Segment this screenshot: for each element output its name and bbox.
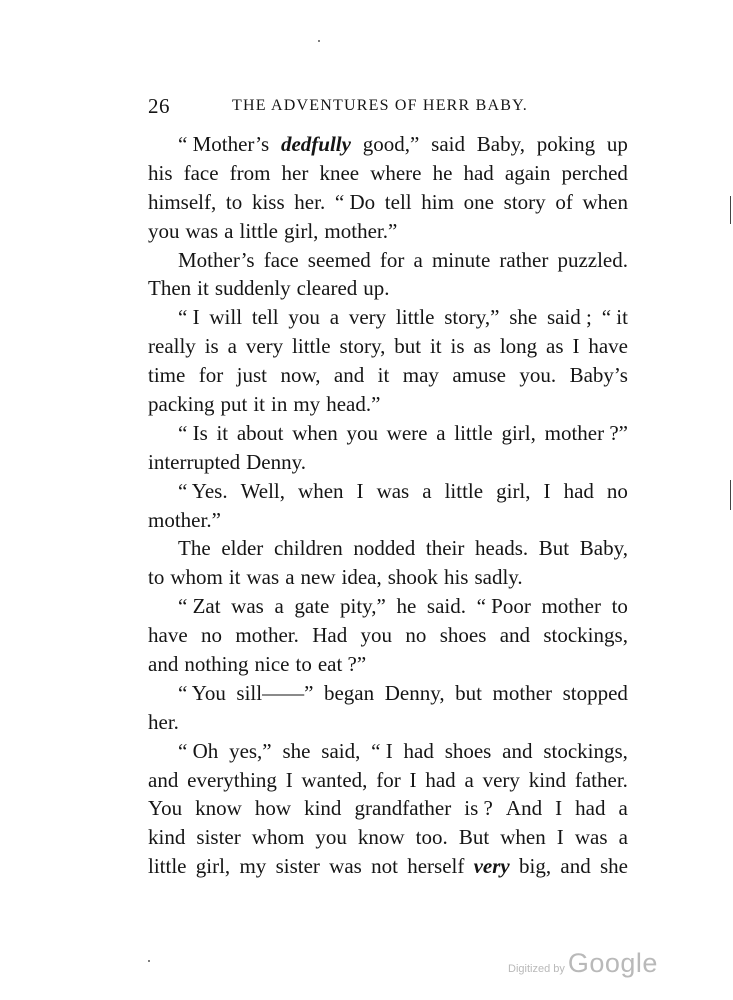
word: you. bbox=[519, 363, 557, 388]
word: minute bbox=[431, 247, 491, 272]
word: is bbox=[204, 334, 219, 359]
word: her. bbox=[148, 709, 179, 734]
word: mother bbox=[541, 594, 601, 619]
page-number: 26 bbox=[148, 94, 170, 118]
word: “ Is bbox=[178, 420, 208, 445]
word: as bbox=[546, 334, 564, 359]
word: Then bbox=[148, 276, 192, 301]
word: as bbox=[473, 334, 491, 359]
word: nice bbox=[254, 652, 290, 677]
text-line bbox=[148, 246, 628, 275]
word: pity,” bbox=[339, 594, 386, 619]
word: very bbox=[245, 334, 284, 359]
word: mother.” bbox=[324, 218, 398, 243]
text-line bbox=[148, 852, 628, 881]
word: my bbox=[293, 392, 321, 417]
word: shoes bbox=[444, 738, 492, 763]
word: kind bbox=[148, 825, 186, 850]
text-line bbox=[148, 563, 628, 592]
word: I bbox=[543, 478, 551, 503]
word: story bbox=[503, 189, 546, 214]
word: kiss bbox=[251, 189, 285, 214]
word: his bbox=[443, 565, 469, 590]
word: puzzled. bbox=[557, 247, 628, 272]
word: perched bbox=[561, 160, 628, 185]
word: had bbox=[425, 767, 456, 792]
word: nodded bbox=[353, 536, 416, 561]
word: is bbox=[450, 334, 465, 359]
word: how bbox=[254, 796, 292, 821]
word: herself bbox=[407, 854, 465, 879]
word: had bbox=[563, 478, 594, 503]
word: her. bbox=[294, 189, 326, 214]
word: for bbox=[376, 767, 401, 792]
word: she bbox=[282, 738, 311, 763]
word: now, bbox=[280, 363, 321, 388]
word: one bbox=[463, 189, 494, 214]
word: tell bbox=[251, 305, 279, 330]
word: “ it bbox=[601, 305, 628, 330]
word: very bbox=[482, 767, 520, 792]
word: was bbox=[231, 594, 264, 619]
word: up bbox=[606, 132, 628, 156]
text-line bbox=[148, 737, 628, 766]
text-line bbox=[148, 130, 628, 159]
word: father. bbox=[574, 767, 628, 792]
word: you bbox=[288, 305, 320, 330]
word: was bbox=[246, 565, 280, 590]
text-line bbox=[148, 477, 628, 506]
emphasized-word: very bbox=[473, 854, 510, 879]
word: for bbox=[198, 363, 224, 388]
text-line bbox=[148, 823, 628, 852]
word: no bbox=[606, 478, 628, 503]
word: really bbox=[148, 334, 196, 359]
word: when bbox=[292, 420, 338, 445]
word: her bbox=[281, 160, 309, 185]
word: to bbox=[225, 189, 243, 214]
word: And bbox=[505, 796, 543, 821]
word: everything bbox=[187, 767, 277, 792]
word: But bbox=[458, 825, 490, 850]
word: no bbox=[200, 623, 222, 648]
word: for bbox=[379, 247, 405, 272]
word: mother. bbox=[235, 623, 299, 648]
word: You bbox=[148, 796, 183, 821]
word: I bbox=[356, 478, 364, 503]
word: Baby’s bbox=[569, 363, 628, 388]
word: time bbox=[148, 363, 186, 388]
word: know bbox=[195, 796, 242, 821]
word: little bbox=[395, 305, 435, 330]
text-line bbox=[148, 274, 628, 303]
word: yes,” bbox=[229, 738, 272, 763]
word: have bbox=[588, 334, 628, 359]
watermark-prefix: Digitized by bbox=[508, 963, 565, 975]
word: “ Oh bbox=[178, 738, 219, 763]
word: “ You bbox=[178, 680, 226, 705]
text-line bbox=[148, 361, 628, 390]
word: to bbox=[295, 652, 312, 677]
word: interrupted bbox=[148, 449, 241, 474]
word: it bbox=[253, 392, 265, 417]
word: you bbox=[360, 623, 393, 648]
word: it bbox=[377, 363, 390, 388]
word: and bbox=[148, 767, 179, 792]
word: stockings, bbox=[543, 623, 628, 648]
word: his bbox=[148, 160, 173, 185]
word: began bbox=[323, 680, 375, 705]
word: put bbox=[220, 392, 248, 417]
word: packing bbox=[148, 392, 215, 417]
word: But bbox=[538, 536, 570, 561]
word: idea, bbox=[341, 565, 382, 590]
word: elder bbox=[221, 536, 264, 561]
word: seemed bbox=[307, 247, 371, 272]
word: suddenly bbox=[214, 276, 291, 301]
word: is ? bbox=[464, 796, 493, 821]
word: “ Zat bbox=[178, 594, 221, 619]
word: you bbox=[346, 420, 378, 445]
word: little bbox=[444, 478, 484, 503]
word: a bbox=[227, 334, 237, 359]
word: I bbox=[409, 767, 417, 792]
text-line bbox=[148, 419, 628, 448]
word: he bbox=[396, 594, 417, 619]
word: was bbox=[574, 825, 608, 850]
word: of bbox=[555, 189, 573, 214]
word: and bbox=[148, 652, 179, 677]
text-line bbox=[148, 592, 628, 621]
page-header bbox=[148, 94, 628, 122]
word: cleared bbox=[296, 276, 358, 301]
word: a bbox=[618, 825, 628, 850]
word: tell bbox=[384, 189, 412, 214]
word: shoes bbox=[439, 623, 487, 648]
word: a bbox=[224, 218, 234, 243]
text-line bbox=[148, 679, 628, 708]
word: stockings, bbox=[543, 738, 628, 763]
word: sister bbox=[196, 825, 241, 850]
word: may bbox=[402, 363, 439, 388]
word: mother bbox=[492, 680, 553, 705]
word: little bbox=[239, 218, 278, 243]
text-line bbox=[148, 794, 628, 823]
word: said. bbox=[426, 594, 466, 619]
word: I bbox=[556, 825, 564, 850]
body-text bbox=[148, 130, 628, 881]
word: little bbox=[292, 334, 331, 359]
word: when bbox=[500, 825, 546, 850]
emphasized-word: dedfully bbox=[280, 132, 351, 156]
word: whom bbox=[251, 825, 305, 850]
word: girl, bbox=[496, 478, 531, 503]
word: girl, bbox=[284, 218, 319, 243]
word: poking bbox=[536, 132, 596, 156]
word: a bbox=[285, 565, 295, 590]
word: story, bbox=[339, 334, 386, 359]
word: rather bbox=[499, 247, 549, 272]
word: Well, bbox=[240, 478, 286, 503]
word: had bbox=[575, 796, 606, 821]
word: sill——” bbox=[236, 680, 314, 705]
word: she bbox=[509, 305, 538, 330]
text-line bbox=[148, 650, 628, 679]
word: and bbox=[502, 738, 533, 763]
word: “ I bbox=[178, 305, 200, 330]
word: big, bbox=[519, 854, 552, 879]
word: story,” bbox=[444, 305, 500, 330]
word: little bbox=[454, 420, 493, 445]
word: no bbox=[405, 623, 427, 648]
word: where bbox=[370, 160, 422, 185]
word: sadly. bbox=[474, 565, 523, 590]
word: a bbox=[422, 478, 432, 503]
text-line bbox=[148, 159, 628, 188]
word: new bbox=[300, 565, 336, 590]
word: my bbox=[239, 854, 267, 879]
word: shook bbox=[387, 565, 438, 590]
word: from bbox=[229, 160, 271, 185]
word: and bbox=[560, 854, 591, 879]
word: it bbox=[216, 420, 229, 445]
word: I bbox=[555, 796, 563, 821]
word: whom bbox=[170, 565, 223, 590]
word: but bbox=[455, 680, 482, 705]
scan-speck-bottom bbox=[148, 960, 150, 962]
word: sister bbox=[275, 854, 320, 879]
text-line bbox=[148, 766, 628, 795]
text-line bbox=[148, 332, 628, 361]
word: Had bbox=[312, 623, 348, 648]
word: little bbox=[148, 854, 187, 879]
word: to bbox=[148, 565, 165, 590]
word: not bbox=[371, 854, 398, 879]
word: a bbox=[413, 247, 423, 272]
word: “ I bbox=[371, 738, 393, 763]
word: “ Yes. bbox=[178, 478, 228, 503]
word: face bbox=[183, 160, 219, 185]
word: know bbox=[357, 825, 405, 850]
word: Baby, bbox=[476, 132, 525, 156]
word: I bbox=[572, 334, 580, 359]
word: himself, bbox=[148, 189, 217, 214]
word: had bbox=[463, 160, 494, 185]
word: said ; bbox=[546, 305, 592, 330]
edge-scan-mark-bottom bbox=[730, 480, 731, 510]
word: when bbox=[298, 478, 344, 503]
word: him bbox=[421, 189, 454, 214]
word: you bbox=[148, 218, 180, 243]
word: and bbox=[499, 623, 531, 648]
text-line bbox=[148, 534, 628, 563]
word: face bbox=[263, 247, 299, 272]
word: The bbox=[178, 536, 211, 561]
word: “ Poor bbox=[476, 594, 531, 619]
word: when bbox=[582, 189, 628, 214]
word: Baby, bbox=[579, 536, 628, 561]
word: it bbox=[429, 334, 442, 359]
word: heads. bbox=[475, 536, 529, 561]
edge-scan-mark-top bbox=[730, 196, 731, 224]
word: gate bbox=[294, 594, 330, 619]
word: about bbox=[236, 420, 284, 445]
word: their bbox=[425, 536, 465, 561]
word: long bbox=[499, 334, 538, 359]
word: it bbox=[228, 565, 241, 590]
word: Mother’s bbox=[178, 247, 255, 272]
word: a bbox=[274, 594, 284, 619]
watermark-brand: Google bbox=[567, 948, 658, 978]
word: will bbox=[209, 305, 243, 330]
word: again bbox=[504, 160, 551, 185]
word: too. bbox=[415, 825, 448, 850]
word: was bbox=[376, 478, 410, 503]
running-title: THE ADVENTURES OF HERR BABY. bbox=[232, 97, 528, 114]
word: eat ?” bbox=[317, 652, 367, 677]
text-line bbox=[148, 217, 628, 246]
digitized-watermark bbox=[508, 948, 658, 988]
word: Denny, bbox=[384, 680, 445, 705]
word: good,” bbox=[362, 132, 420, 156]
word: she bbox=[599, 854, 628, 879]
scan-speck-top bbox=[318, 40, 320, 42]
text-line bbox=[148, 506, 628, 535]
word: mother ?” bbox=[544, 420, 628, 445]
word: girl, bbox=[501, 420, 536, 445]
word: up. bbox=[363, 276, 390, 301]
word: were bbox=[386, 420, 428, 445]
word: children bbox=[273, 536, 343, 561]
word: nothing bbox=[184, 652, 249, 677]
text-line bbox=[148, 621, 628, 650]
text-line bbox=[148, 448, 628, 477]
word: “ Mother’s bbox=[178, 132, 270, 156]
word: had bbox=[403, 738, 434, 763]
word: knee bbox=[319, 160, 360, 185]
word: to bbox=[611, 594, 628, 619]
word: a bbox=[618, 796, 628, 821]
word: a bbox=[329, 305, 340, 330]
word: amuse bbox=[452, 363, 506, 388]
word: a bbox=[464, 767, 474, 792]
word: said, bbox=[321, 738, 361, 763]
word: have bbox=[148, 623, 188, 648]
word: grandfather bbox=[354, 796, 452, 821]
text-line bbox=[148, 708, 628, 737]
word: a bbox=[436, 420, 446, 445]
word: said bbox=[431, 132, 465, 156]
word: kind bbox=[528, 767, 567, 792]
word: you bbox=[315, 825, 347, 850]
word: Denny. bbox=[246, 449, 307, 474]
word: girl, bbox=[195, 854, 231, 879]
word: was bbox=[329, 854, 362, 879]
word: stopped bbox=[562, 680, 628, 705]
word: very bbox=[348, 305, 387, 330]
word: wanted, bbox=[301, 767, 368, 792]
word: “ Do bbox=[334, 189, 376, 214]
text-line bbox=[148, 188, 628, 217]
word: it bbox=[197, 276, 209, 301]
word: kind bbox=[304, 796, 342, 821]
text-line bbox=[148, 390, 628, 419]
word: but bbox=[394, 334, 422, 359]
word: head.” bbox=[326, 392, 381, 417]
word: and bbox=[333, 363, 365, 388]
text-line bbox=[148, 303, 628, 332]
word: mother.” bbox=[148, 507, 221, 532]
word: I bbox=[285, 767, 293, 792]
word: he bbox=[432, 160, 453, 185]
word: was bbox=[185, 218, 219, 243]
word: in bbox=[271, 392, 288, 417]
word: just bbox=[236, 363, 268, 388]
